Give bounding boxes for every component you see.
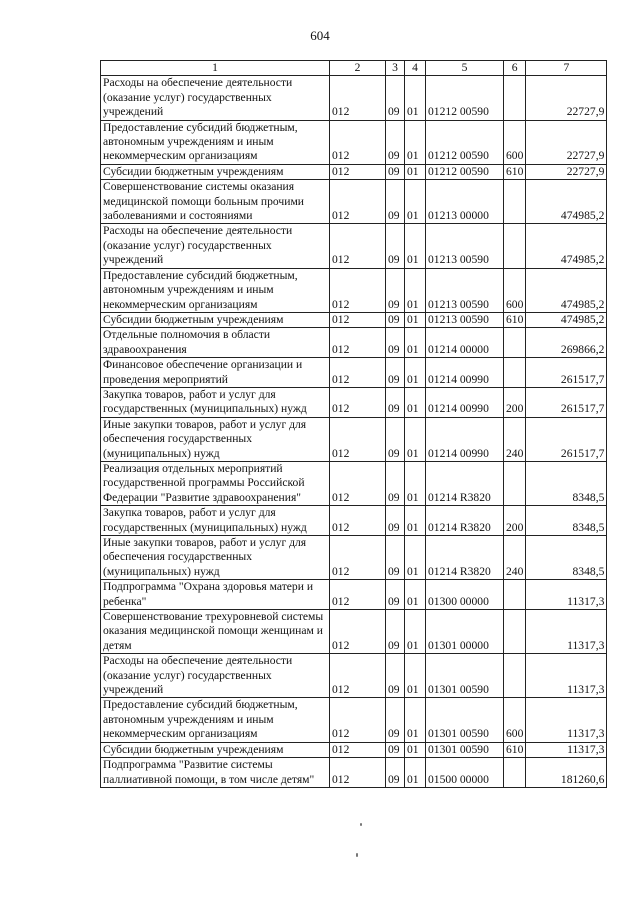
target-code: 01500 00000 (426, 758, 504, 788)
amount: 474985,2 (526, 180, 607, 224)
amount: 11317,3 (526, 742, 607, 757)
subsection-code: 01 (405, 224, 426, 268)
target-code: 01301 00590 (426, 698, 504, 742)
target-code: 01213 00590 (426, 224, 504, 268)
subsection-code: 01 (405, 742, 426, 757)
amount: 11317,3 (526, 610, 607, 654)
amount: 8348,5 (526, 536, 607, 580)
row-name: Иные закупки товаров, работ и услуг для обеспечения государственных (муниципальных) нужд (101, 536, 330, 580)
amount: 269866,2 (526, 328, 607, 358)
amount: 474985,2 (526, 224, 607, 268)
subsection-code: 01 (405, 328, 426, 358)
subsection-code: 01 (405, 461, 426, 505)
expense-type-code: 200 (504, 387, 526, 417)
ministry-code: 012 (330, 164, 386, 179)
row-name: Финансовое обеспечение организации и проведения мероприятий (101, 358, 330, 388)
column-header: 7 (526, 61, 607, 76)
ministry-code: 012 (330, 120, 386, 164)
subsection-code: 01 (405, 654, 426, 698)
ministry-code: 012 (330, 417, 386, 461)
subsection-code: 01 (405, 506, 426, 536)
ministry-code: 012 (330, 328, 386, 358)
section-code: 09 (386, 224, 405, 268)
target-code: 01300 00000 (426, 580, 504, 610)
expense-type-code (504, 654, 526, 698)
amount: 261517,7 (526, 417, 607, 461)
table-header-row (101, 61, 607, 76)
row-name: Подпрограмма "Охрана здоровья матери и ребенка" (101, 580, 330, 610)
scan-mark (360, 823, 362, 826)
target-code: 01214 00990 (426, 358, 504, 388)
section-code: 09 (386, 580, 405, 610)
amount: 261517,7 (526, 358, 607, 388)
amount: 22727,9 (526, 76, 607, 120)
amount: 181260,6 (526, 758, 607, 788)
table-row (101, 164, 607, 179)
row-name: Субсидии бюджетным учреждениям (101, 312, 330, 327)
target-code: 01212 00590 (426, 76, 504, 120)
section-code: 09 (386, 328, 405, 358)
scan-mark (356, 853, 358, 857)
subsection-code: 01 (405, 580, 426, 610)
target-code: 01212 00590 (426, 120, 504, 164)
expense-type-code: 610 (504, 164, 526, 179)
section-code: 09 (386, 536, 405, 580)
section-code: 09 (386, 387, 405, 417)
amount: 22727,9 (526, 120, 607, 164)
subsection-code: 01 (405, 698, 426, 742)
row-name: Иные закупки товаров, работ и услуг для обеспечения государственных (муниципальных) нужд (101, 417, 330, 461)
table-row (101, 224, 607, 268)
section-code: 09 (386, 358, 405, 388)
section-code: 09 (386, 164, 405, 179)
amount: 474985,2 (526, 312, 607, 327)
row-name: Расходы на обеспечение деятельности (оказание услуг) государственных учреждений (101, 654, 330, 698)
table-row (101, 580, 607, 610)
table-row (101, 76, 607, 120)
subsection-code: 01 (405, 180, 426, 224)
ministry-code: 012 (330, 461, 386, 505)
ministry-code: 012 (330, 580, 386, 610)
section-code: 09 (386, 742, 405, 757)
target-code: 01214 00990 (426, 417, 504, 461)
row-name: Предоставление субсидий бюджетным, автономным учреждениям и иным некоммерческим организациям (101, 698, 330, 742)
subsection-code: 01 (405, 758, 426, 788)
section-code: 09 (386, 461, 405, 505)
amount: 11317,3 (526, 654, 607, 698)
subsection-code: 01 (405, 417, 426, 461)
ministry-code: 012 (330, 742, 386, 757)
table-row (101, 268, 607, 312)
section-code: 09 (386, 268, 405, 312)
expense-type-code (504, 224, 526, 268)
expense-type-code (504, 461, 526, 505)
column-header: 1 (101, 61, 330, 76)
target-code: 01301 00590 (426, 742, 504, 757)
expense-type-code (504, 180, 526, 224)
row-name: Предоставление субсидий бюджетным, автономным учреждениям и иным некоммерческим организациям (101, 120, 330, 164)
table-row (101, 610, 607, 654)
ministry-code: 012 (330, 387, 386, 417)
ministry-code: 012 (330, 536, 386, 580)
budget-table (100, 60, 607, 788)
ministry-code: 012 (330, 358, 386, 388)
amount: 11317,3 (526, 698, 607, 742)
table-row (101, 312, 607, 327)
expense-type-code (504, 76, 526, 120)
row-name: Предоставление субсидий бюджетным, автономным учреждениям и иным некоммерческим организациям (101, 268, 330, 312)
row-name: Закупка товаров, работ и услуг для государственных (муниципальных) нужд (101, 387, 330, 417)
section-code: 09 (386, 312, 405, 327)
column-header: 6 (504, 61, 526, 76)
row-name: Подпрограмма "Развитие системы паллиативной помощи, в том числе детям" (101, 758, 330, 788)
ministry-code: 012 (330, 76, 386, 120)
amount: 8348,5 (526, 506, 607, 536)
amount: 8348,5 (526, 461, 607, 505)
target-code: 01301 00000 (426, 610, 504, 654)
table-row (101, 417, 607, 461)
expense-type-code: 200 (504, 506, 526, 536)
row-name: Реализация отдельных мероприятий государственной программы Российской Федерации "Развитие здравоохранения" (101, 461, 330, 505)
section-code: 09 (386, 758, 405, 788)
expense-type-code: 610 (504, 742, 526, 757)
expense-type-code (504, 328, 526, 358)
ministry-code: 012 (330, 610, 386, 654)
expense-type-code: 610 (504, 312, 526, 327)
section-code: 09 (386, 76, 405, 120)
table-row (101, 461, 607, 505)
ministry-code: 012 (330, 698, 386, 742)
expense-type-code (504, 610, 526, 654)
column-header: 4 (405, 61, 426, 76)
table-row (101, 742, 607, 757)
table-row (101, 328, 607, 358)
row-name: Совершенствование системы оказания медицинской помощи больным прочими заболеваниями и состояниями (101, 180, 330, 224)
target-code: 01301 00590 (426, 654, 504, 698)
table-row (101, 358, 607, 388)
ministry-code: 012 (330, 654, 386, 698)
row-name: Совершенствование трехуровневой системы оказания медицинской помощи женщинам и детям (101, 610, 330, 654)
row-name: Субсидии бюджетным учреждениям (101, 742, 330, 757)
subsection-code: 01 (405, 387, 426, 417)
expense-type-code: 240 (504, 417, 526, 461)
section-code: 09 (386, 654, 405, 698)
table-row (101, 536, 607, 580)
page-number: 604 (310, 28, 330, 43)
row-name: Субсидии бюджетным учреждениям (101, 164, 330, 179)
budget-table-body (101, 61, 607, 788)
ministry-code: 012 (330, 224, 386, 268)
expense-type-code (504, 758, 526, 788)
target-code: 01214 R3820 (426, 536, 504, 580)
amount: 261517,7 (526, 387, 607, 417)
target-code: 01213 00590 (426, 312, 504, 327)
column-header: 5 (426, 61, 504, 76)
subsection-code: 01 (405, 358, 426, 388)
target-code: 01213 00000 (426, 180, 504, 224)
row-name: Расходы на обеспечение деятельности (оказание услуг) государственных учреждений (101, 76, 330, 120)
table-row (101, 180, 607, 224)
section-code: 09 (386, 698, 405, 742)
target-code: 01213 00590 (426, 268, 504, 312)
expense-type-code (504, 580, 526, 610)
target-code: 01214 00990 (426, 387, 504, 417)
section-code: 09 (386, 610, 405, 654)
target-code: 01214 R3820 (426, 461, 504, 505)
subsection-code: 01 (405, 312, 426, 327)
ministry-code: 012 (330, 268, 386, 312)
expense-type-code: 600 (504, 268, 526, 312)
table-row (101, 758, 607, 788)
subsection-code: 01 (405, 268, 426, 312)
target-code: 01214 00000 (426, 328, 504, 358)
row-name: Расходы на обеспечение деятельности (оказание услуг) государственных учреждений (101, 224, 330, 268)
table-row (101, 387, 607, 417)
amount: 22727,9 (526, 164, 607, 179)
table-row (101, 506, 607, 536)
subsection-code: 01 (405, 536, 426, 580)
row-name: Отдельные полномочия в области здравоохранения (101, 328, 330, 358)
expense-type-code (504, 358, 526, 388)
expense-type-code: 240 (504, 536, 526, 580)
ministry-code: 012 (330, 180, 386, 224)
table-row (101, 654, 607, 698)
table-row (101, 698, 607, 742)
section-code: 09 (386, 180, 405, 224)
table-row (101, 120, 607, 164)
column-header: 2 (330, 61, 386, 76)
subsection-code: 01 (405, 610, 426, 654)
target-code: 01214 R3820 (426, 506, 504, 536)
amount: 11317,3 (526, 580, 607, 610)
expense-type-code: 600 (504, 698, 526, 742)
column-header: 3 (386, 61, 405, 76)
row-name: Закупка товаров, работ и услуг для государственных (муниципальных) нужд (101, 506, 330, 536)
ministry-code: 012 (330, 506, 386, 536)
section-code: 09 (386, 506, 405, 536)
amount: 474985,2 (526, 268, 607, 312)
section-code: 09 (386, 120, 405, 164)
section-code: 09 (386, 417, 405, 461)
ministry-code: 012 (330, 312, 386, 327)
subsection-code: 01 (405, 120, 426, 164)
expense-type-code: 600 (504, 120, 526, 164)
subsection-code: 01 (405, 164, 426, 179)
subsection-code: 01 (405, 76, 426, 120)
target-code: 01212 00590 (426, 164, 504, 179)
ministry-code: 012 (330, 758, 386, 788)
